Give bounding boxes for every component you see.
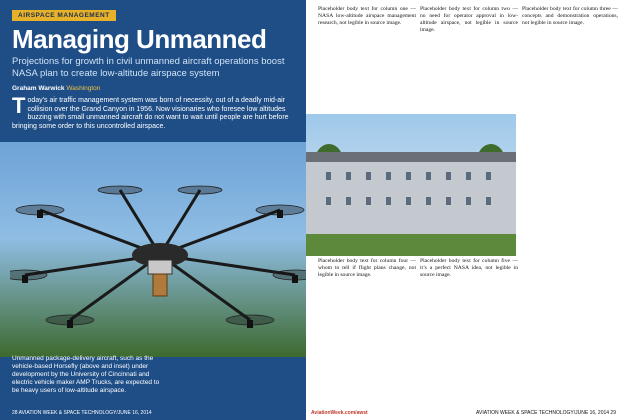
- body-column-5: Placeholder body text for column five — it’s a perfect NASA idea, not legible in source image.: [420, 258, 518, 278]
- photo-caption: Unmanned package-delivery aircraft, such as the vehicle-based Horsefly (above and inset) under development by the University of Cincinnati and electric vehicle maker AMP Trucks, are expected to be heavy users of low-altitude airspace.: [12, 355, 160, 394]
- deck: Projections for growth in civil unmanned aircraft operations boost NASA plan to create low-altitude airspace system: [12, 56, 285, 79]
- body-column-2: Placeholder body text for column two — no need for operator approval in low-altitude airspace, not legible in source image.: [420, 6, 518, 33]
- body-column-4: Placeholder body text for column four — whom to tell if flight plans change, not legible in source image.: [318, 258, 416, 278]
- nasa-building-photo: [306, 114, 516, 256]
- footer-right: [311, 410, 616, 416]
- footer-page-number: AVIATION WEEK & SPACE TECHNOLOGY/JUNE 16, 2014 29: [476, 410, 616, 416]
- drop-cap: T: [12, 93, 26, 118]
- intro-paragraph: [12, 93, 300, 131]
- body-column-3: Placeholder body text for column three — concepts and demonstration operations, not legible in source image.: [522, 6, 618, 26]
- byline: [12, 85, 100, 92]
- building-image: [306, 162, 516, 234]
- body-column-1: Placeholder body text for column one — NASA low-altitude airspace management research, not legible in source image.: [318, 6, 416, 26]
- section-tag: AIRSPACE MANAGEMENT: [12, 10, 116, 21]
- byline-author: Graham Warwick: [12, 85, 65, 92]
- intro-text: oday’s air traffic management system was born of necessity, out of a deadly mid-air collision over the Grand Canyon in 1956. Now visionaries who foresee low altitudes buzzing with small unmanned aircraft do not want to wait until people are hurt before bringing some order to this uncontrolled airspace.: [12, 97, 289, 130]
- footer-url[interactable]: AviationWeek.com/awst: [311, 410, 368, 416]
- right-page: [306, 0, 620, 420]
- left-page: [0, 0, 306, 420]
- headline: Managing Unmanned: [12, 24, 267, 54]
- footer-left: 28 AVIATION WEEK & SPACE TECHNOLOGY/JUNE 16, 2014: [12, 410, 152, 416]
- byline-location: Washington: [66, 85, 101, 92]
- lawn: [306, 234, 516, 256]
- octocopter-drone-image: [10, 170, 306, 355]
